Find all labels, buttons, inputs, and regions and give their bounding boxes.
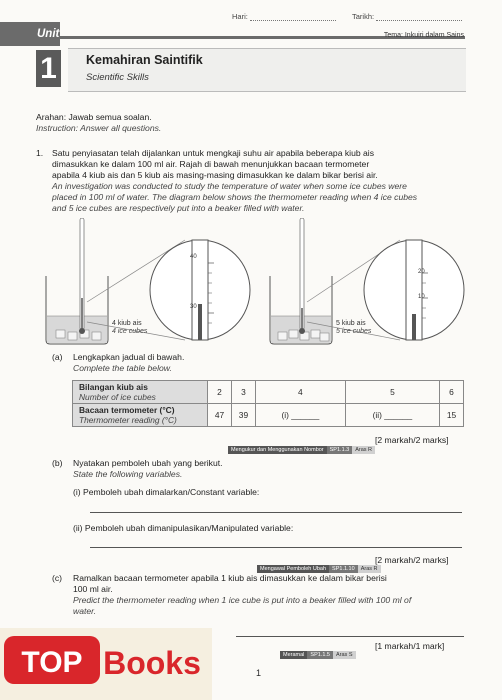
answer-line-c[interactable] [236, 636, 464, 637]
skill-tag-c: Meramal SP1.1.5 Aras S [280, 643, 356, 661]
svg-text:Books: Books [103, 645, 201, 681]
table-row [73, 381, 464, 404]
tema-label: Tema: Inkuiri dalam Sains [383, 32, 464, 39]
table-cell: 6 [440, 381, 464, 404]
row2-header: Bacaan termometer (°C) Thermometer reading (°C) [73, 404, 208, 427]
tarikh-field: Tarikh: [352, 12, 462, 21]
answer-line-bii[interactable] [90, 547, 462, 548]
zoom-circle-left [150, 240, 250, 340]
answer-cell-i[interactable]: (i) ______ [255, 404, 345, 427]
qa-text: Lengkapkan jadual di bawah. Complete the table below. [73, 352, 185, 373]
title-ms: Kemahiran Saintifik [86, 53, 203, 67]
table-cell: 4 [255, 381, 345, 404]
table-row [73, 404, 464, 427]
left-tick-40: 40 [190, 254, 197, 260]
data-table [72, 380, 464, 427]
marks-a: [2 markah/2 marks] [375, 435, 449, 445]
qc-label: (c) [52, 573, 63, 583]
row1-header: Bilangan kiub ais Number of ice cubes [73, 381, 208, 404]
page-number: 1 [256, 668, 262, 678]
answer-cell-ii[interactable]: (ii) ______ [345, 404, 439, 427]
skill-tag-b: Mengawal Pemboleh Ubah SP1.1.10 Aras R [257, 557, 381, 575]
hari-field: Hari: [232, 12, 336, 21]
title-en: Scientific Skills [86, 72, 149, 83]
q1-number: 1. [36, 148, 44, 158]
table-cell: 47 [208, 404, 232, 427]
skill-tag-a: Mengukur dan Menggunakan Nombor SP1.1.3 Aras R [228, 438, 375, 456]
topbooks-logo [0, 628, 212, 700]
unit-number: 1 [36, 50, 61, 87]
table-cell: 15 [440, 404, 464, 427]
q1-text: Satu penyiasatan telah dijalankan untuk mengkaji suhu air apabila beberapa kiub ais dimasukkan ke dalam 100 ml air. Rajah di bawah menunjukkan bacaan termometer apabila 4 kiub ais dan 5 kiub ais masing-masing dimasukkan ke dalam bikar berisi air. An investigation was conducted to study the temperature of water when some ice cubes were placed in 100 ml of water. The diagram below shows the thermometer reading when 4 ice cubes and 5 ice cubes are respectively put into a beaker filled with water. [52, 148, 418, 213]
unit-tab: Unit [0, 22, 60, 46]
right-tick-20: 20 [418, 269, 425, 275]
thermometer-diagram [38, 218, 478, 350]
qc-text: Ramalkan bacaan termometer apabila 1 kiub ais dimasukkan ke dalam bikar berisi 100 ml air. Predict the thermometer reading when 1 ice cube is put into a beaker filled with 100 ml of water. [73, 573, 412, 616]
right-tick-10: 10 [418, 294, 425, 300]
arahan-ms: Arahan: Jawab semua soalan. [36, 112, 152, 122]
svg-text:TOP: TOP [21, 646, 83, 679]
table-cell: 2 [208, 381, 232, 404]
marks-c: [1 markah/1 mark] [375, 641, 445, 651]
marks-b: [2 markah/2 marks] [375, 555, 449, 565]
qb-ii: (ii) Pemboleh ubah dimanipulasikan/Manipulated variable: [73, 523, 294, 533]
qb-label: (b) [52, 458, 63, 468]
qa-label: (a) [52, 352, 63, 362]
table-cell: 5 [345, 381, 439, 404]
arahan-en: Instruction: Answer all questions. [36, 123, 162, 133]
qb-i: (i) Pemboleh ubah dimalarkan/Constant variable: [73, 487, 260, 497]
left-tick-30: 30 [190, 304, 197, 310]
qb-text: Nyatakan pemboleh ubah yang berikut. State the following variables. [73, 458, 223, 479]
table-cell: 39 [231, 404, 255, 427]
left-label: 4 kiub ais 4 ice cubes [112, 320, 148, 335]
table-cell: 3 [231, 381, 255, 404]
answer-line-bi[interactable] [90, 512, 462, 513]
right-label: 5 kiub ais 5 ice cubes [336, 320, 372, 335]
zoom-circle-right [364, 240, 464, 340]
